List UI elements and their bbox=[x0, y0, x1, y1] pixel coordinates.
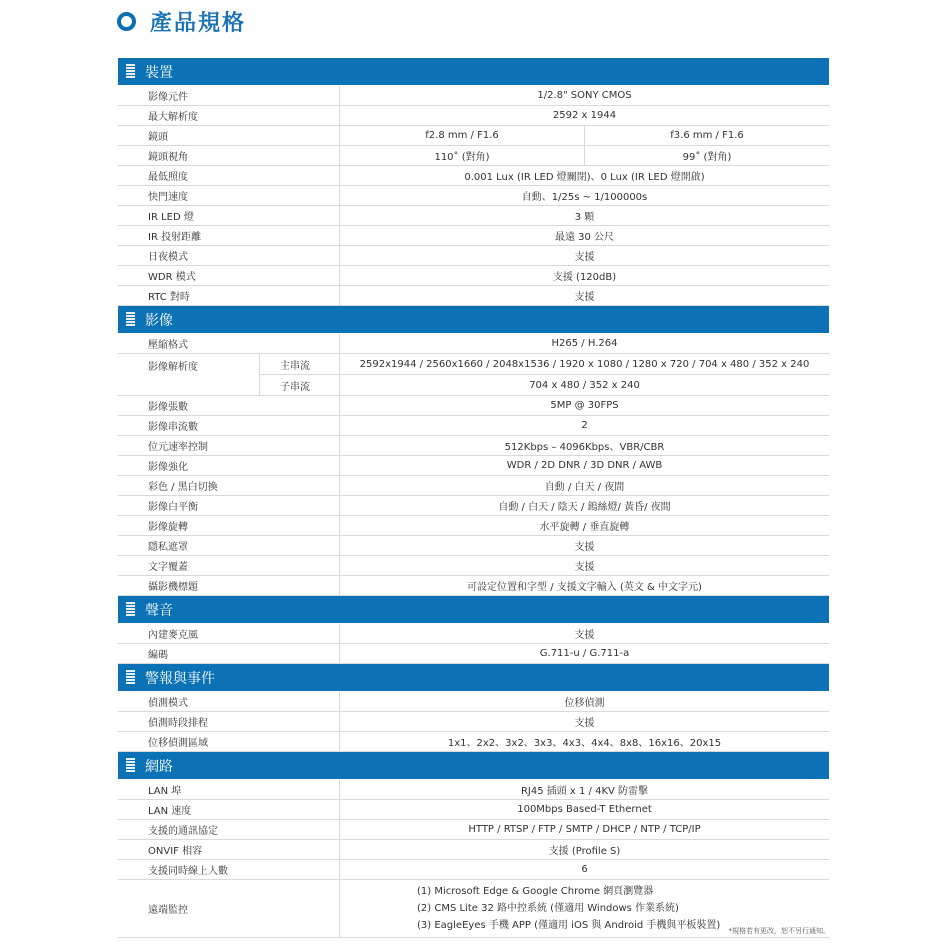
table-row bbox=[118, 860, 829, 880]
row-value: 支援 bbox=[574, 718, 595, 729]
row-label: 鏡頭 bbox=[118, 126, 340, 145]
table-row bbox=[118, 436, 829, 456]
row-value: f3.6 mm / F1.6 bbox=[670, 130, 744, 141]
section-title: 警報與事件 bbox=[145, 670, 215, 687]
table-row bbox=[118, 126, 829, 146]
row-label: IR 投射距離 bbox=[118, 226, 340, 245]
table-row bbox=[118, 820, 829, 840]
row-label: 影像白平衡 bbox=[118, 496, 340, 515]
row-label: 支援的通訊協定 bbox=[118, 820, 340, 839]
spec-table bbox=[118, 58, 829, 938]
sub-row bbox=[260, 375, 829, 395]
row-label: WDR 模式 bbox=[118, 266, 340, 285]
row-value: f2.8 mm / F1.6 bbox=[340, 126, 585, 145]
table-row bbox=[118, 712, 829, 732]
table-row bbox=[118, 146, 829, 166]
row-value: 支援 (120dB) bbox=[552, 272, 617, 283]
row-label: IR LED 燈 bbox=[118, 206, 340, 225]
list-icon bbox=[126, 758, 135, 773]
row-value: 自動 / 白天 / 夜間 bbox=[544, 482, 625, 493]
table-row bbox=[118, 206, 829, 226]
table-row bbox=[118, 840, 829, 860]
row-value: WDR / 2D DNR / 3D DNR / AWB bbox=[506, 460, 663, 471]
row-value: 512Kbps – 4096Kbps、VBR/CBR bbox=[504, 442, 665, 453]
row-label: 遠端監控 bbox=[118, 880, 340, 937]
row-value: 位移偵測 bbox=[564, 698, 605, 709]
table-row bbox=[118, 556, 829, 576]
section-title: 影像 bbox=[145, 312, 173, 329]
table-row bbox=[118, 286, 829, 306]
sub-row-label: 子串流 bbox=[260, 375, 340, 395]
row-label: RTC 對時 bbox=[118, 286, 340, 305]
table-row bbox=[118, 576, 829, 596]
row-label: 位移偵測區域 bbox=[118, 732, 340, 751]
section-header bbox=[118, 58, 829, 85]
row-label: 內建麥克風 bbox=[118, 624, 340, 643]
row-value: RJ45 插頭 x 1 / 4KV 防雷擊 bbox=[520, 786, 649, 797]
section-header bbox=[118, 752, 829, 779]
section-header bbox=[118, 306, 829, 333]
row-value-split bbox=[340, 146, 829, 165]
row-label: 隱私遮罩 bbox=[118, 536, 340, 555]
row-label: 最大解析度 bbox=[118, 106, 340, 125]
table-row bbox=[118, 476, 829, 496]
row-label: 文字覆蓋 bbox=[118, 556, 340, 575]
row-label: 快門速度 bbox=[118, 186, 340, 205]
row-label: 偵測時段排程 bbox=[118, 712, 340, 731]
list-item: (1) Microsoft Edge & Google Chrome 網頁瀏覽器 bbox=[417, 886, 654, 897]
row-value: 可設定位置和字型 / 支援文字輸入 (英文 & 中文字元) bbox=[467, 582, 702, 593]
row-label: LAN 速度 bbox=[118, 800, 340, 819]
row-label: 影像旋轉 bbox=[118, 516, 340, 535]
row-value: 110˚ (對角) bbox=[340, 146, 585, 165]
list-item: (3) EagleEyes 手機 APP (僅適用 iOS 與 Android 手機與平板裝置) bbox=[417, 920, 721, 931]
table-row bbox=[118, 246, 829, 266]
row-value: 0.001 Lux (IR LED 燈關閉)、0 Lux (IR LED 燈開啟) bbox=[464, 172, 705, 183]
row-label: 壓縮格式 bbox=[118, 334, 340, 353]
table-row bbox=[118, 86, 829, 106]
row-value: 自動、1/25s ~ 1/100000s bbox=[521, 192, 648, 203]
row-label: 攝影機標題 bbox=[118, 576, 340, 595]
table-row bbox=[118, 416, 829, 436]
row-value: G.711-u / G.711-a bbox=[539, 648, 630, 659]
row-value: HTTP / RTSP / FTP / SMTP / DHCP / NTP / TCP/IP bbox=[468, 824, 701, 835]
section-header bbox=[118, 596, 829, 623]
row-value: 2 bbox=[581, 420, 588, 431]
row-label: 影像解析度 bbox=[118, 354, 260, 395]
page-title bbox=[117, 6, 246, 36]
page-title-text: 產品規格 bbox=[150, 10, 247, 36]
row-value: 自動 / 白天 / 陰天 / 鎢絲燈/ 黃昏/ 夜間 bbox=[498, 502, 671, 513]
row-value: 支援 bbox=[574, 542, 595, 553]
row-label: 編碼 bbox=[118, 644, 340, 663]
row-value: 5MP @ 30FPS bbox=[550, 400, 619, 411]
table-row bbox=[118, 354, 829, 396]
section-header bbox=[118, 664, 829, 691]
row-label: 日夜模式 bbox=[118, 246, 340, 265]
sub-row-value: 704 x 480 / 352 x 240 bbox=[529, 379, 640, 391]
table-row bbox=[118, 166, 829, 186]
table-row bbox=[118, 644, 829, 664]
table-row bbox=[118, 780, 829, 800]
row-value-split bbox=[340, 126, 829, 145]
row-value: 支援 bbox=[574, 252, 595, 263]
section-title: 網路 bbox=[145, 758, 173, 775]
table-row bbox=[118, 516, 829, 536]
table-row bbox=[118, 106, 829, 126]
section-title: 裝置 bbox=[145, 64, 173, 81]
row-label: 影像張數 bbox=[118, 396, 340, 415]
row-value: 99˚ (對角) bbox=[682, 152, 732, 163]
row-value: 支援 (Profile S) bbox=[548, 846, 621, 857]
row-label: 影像串流數 bbox=[118, 416, 340, 435]
row-value: 1/2.8" SONY CMOS bbox=[537, 90, 632, 101]
table-row bbox=[118, 732, 829, 752]
list-icon bbox=[126, 602, 135, 617]
row-label: 支援同時線上人數 bbox=[118, 860, 340, 879]
row-value: 100Mbps Based-T Ethernet bbox=[517, 804, 652, 815]
row-value: 支援 bbox=[574, 630, 595, 641]
row-value: 支援 bbox=[574, 562, 595, 573]
table-row bbox=[118, 266, 829, 286]
sub-row-label: 主串流 bbox=[260, 354, 340, 374]
circle-bullet-icon bbox=[117, 12, 136, 31]
row-label: 偵測模式 bbox=[118, 692, 340, 711]
row-value: 支援 bbox=[574, 292, 595, 303]
row-value: 2592 x 1944 bbox=[552, 110, 617, 121]
row-label: 位元速率控制 bbox=[118, 436, 340, 455]
table-row bbox=[118, 334, 829, 354]
table-row bbox=[118, 456, 829, 476]
footnote: *規格若有更改，恕不另行通知。 bbox=[728, 927, 830, 935]
row-value: 3 顆 bbox=[574, 212, 595, 223]
list-icon bbox=[126, 670, 135, 685]
list-item: (2) CMS Lite 32 路中控系統 (僅適用 Windows 作業系統) bbox=[417, 903, 679, 914]
sub-row-value: 2592x1944 / 2560x1660 / 2048x1536 / 1920 x 1080 / 1280 x 720 / 704 x 480 / 352 x 240 bbox=[359, 358, 810, 370]
row-label: 影像元件 bbox=[118, 86, 340, 105]
sub-row bbox=[260, 354, 829, 375]
list-icon bbox=[126, 312, 135, 327]
row-value: H265 / H.264 bbox=[551, 338, 618, 349]
table-row bbox=[118, 396, 829, 416]
section-title: 聲音 bbox=[145, 602, 173, 619]
row-label: 影像強化 bbox=[118, 456, 340, 475]
row-label: ONVIF 相容 bbox=[118, 840, 340, 859]
table-row bbox=[118, 692, 829, 712]
row-label: 鏡頭視角 bbox=[118, 146, 340, 165]
list-icon bbox=[126, 64, 135, 79]
row-label: 最低照度 bbox=[118, 166, 340, 185]
row-label: 彩色 / 黑白切換 bbox=[118, 476, 340, 495]
table-row bbox=[118, 800, 829, 820]
row-value: 6 bbox=[581, 864, 588, 875]
table-row bbox=[118, 880, 829, 938]
table-row bbox=[118, 186, 829, 206]
row-value: 水平旋轉 / 垂直旋轉 bbox=[539, 522, 630, 533]
row-value: 1x1、2x2、3x2、3x3、4x3、4x4、8x8、16x16、20x15 bbox=[447, 738, 722, 749]
table-row bbox=[118, 226, 829, 246]
table-row bbox=[118, 496, 829, 516]
row-label: LAN 埠 bbox=[118, 780, 340, 799]
row-value: 最遠 30 公尺 bbox=[554, 232, 615, 243]
table-row bbox=[118, 536, 829, 556]
table-row bbox=[118, 624, 829, 644]
